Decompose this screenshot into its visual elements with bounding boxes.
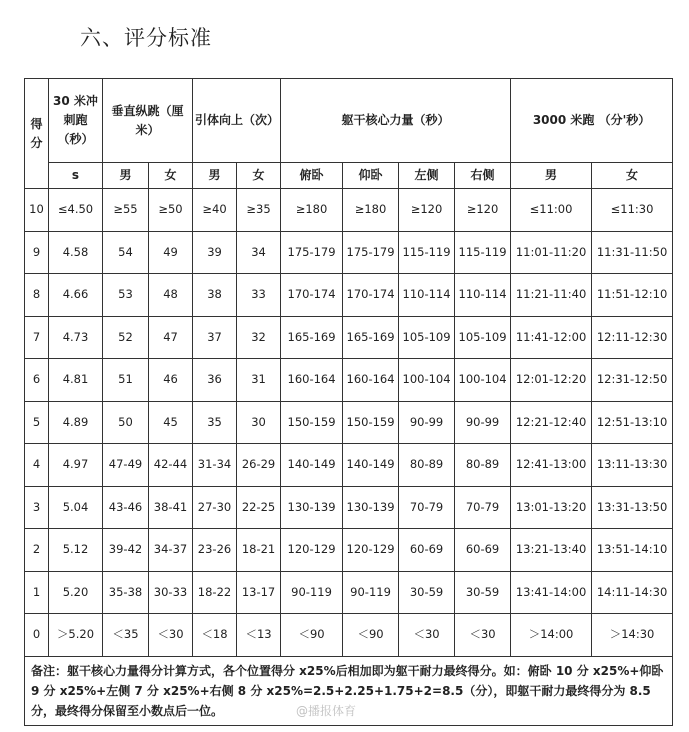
scoring-table-body — [25, 189, 673, 657]
header-core-prone: 俯卧 — [281, 163, 343, 189]
table-cell: ≥35 — [237, 189, 281, 232]
table-cell: 4.81 — [49, 359, 103, 402]
table-cell: 4.58 — [49, 231, 103, 274]
table-cell: 80-89 — [455, 444, 511, 487]
table-cell: 12:21-12:40 — [511, 401, 592, 444]
table-cell: 42-44 — [149, 444, 193, 487]
table-cell: ＞14:30 — [592, 614, 673, 657]
table-row — [25, 189, 673, 232]
score-cell: 1 — [25, 571, 49, 614]
table-cell: ＜90 — [343, 614, 399, 657]
table-row — [25, 359, 673, 402]
table-cell: ＜30 — [399, 614, 455, 657]
table-cell: 12:31-12:50 — [592, 359, 673, 402]
table-cell: 90-119 — [281, 571, 343, 614]
table-cell: 120-129 — [343, 529, 399, 572]
table-cell: 5.12 — [49, 529, 103, 572]
table-cell: ＜30 — [149, 614, 193, 657]
score-cell: 5 — [25, 401, 49, 444]
table-cell: 35-38 — [103, 571, 149, 614]
table-cell: 130-139 — [281, 486, 343, 529]
score-cell: 4 — [25, 444, 49, 487]
table-cell: 52 — [103, 316, 149, 359]
table-cell: 35 — [193, 401, 237, 444]
table-cell: ≥120 — [399, 189, 455, 232]
table-cell: 13:31-13:50 — [592, 486, 673, 529]
table-cell: 60-69 — [399, 529, 455, 572]
table-cell: 140-149 — [343, 444, 399, 487]
table-cell: ＞14:00 — [511, 614, 592, 657]
table-row — [25, 444, 673, 487]
table-cell: 11:41-12:00 — [511, 316, 592, 359]
table-row — [25, 571, 673, 614]
table-cell: 31-34 — [193, 444, 237, 487]
table-cell: 165-169 — [343, 316, 399, 359]
table-cell: ＞5.20 — [49, 614, 103, 657]
table-cell: 30-33 — [149, 571, 193, 614]
header-pullup: 引体向上（次） — [193, 79, 281, 163]
table-cell: 31 — [237, 359, 281, 402]
table-cell: 165-169 — [281, 316, 343, 359]
header-run-male: 男 — [511, 163, 592, 189]
table-cell: 12:51-13:10 — [592, 401, 673, 444]
table-cell: 37 — [193, 316, 237, 359]
table-cell: 34 — [237, 231, 281, 274]
table-cell: 120-129 — [281, 529, 343, 572]
score-cell: 6 — [25, 359, 49, 402]
table-cell: ≤11:00 — [511, 189, 592, 232]
table-cell: 49 — [149, 231, 193, 274]
score-cell: 8 — [25, 274, 49, 317]
table-cell: 90-99 — [455, 401, 511, 444]
table-cell: 5.20 — [49, 571, 103, 614]
table-cell: 51 — [103, 359, 149, 402]
header-run: 3000 米跑 （分'秒） — [511, 79, 673, 163]
table-cell: 46 — [149, 359, 193, 402]
table-cell: ≤11:30 — [592, 189, 673, 232]
table-cell: 39-42 — [103, 529, 149, 572]
header-run-female: 女 — [592, 163, 673, 189]
table-cell: 170-174 — [343, 274, 399, 317]
table-cell: 33 — [237, 274, 281, 317]
table-cell: 14:11-14:30 — [592, 571, 673, 614]
table-cell: 12:11-12:30 — [592, 316, 673, 359]
score-cell: 7 — [25, 316, 49, 359]
header-pullup-female: 女 — [237, 163, 281, 189]
table-cell: ≥180 — [343, 189, 399, 232]
header-jump-female: 女 — [149, 163, 193, 189]
table-cell: 115-119 — [399, 231, 455, 274]
table-cell: 11:31-11:50 — [592, 231, 673, 274]
table-cell: 22-25 — [237, 486, 281, 529]
table-row — [25, 529, 673, 572]
table-cell: 13:41-14:00 — [511, 571, 592, 614]
table-cell: ≥120 — [455, 189, 511, 232]
table-cell: 4.97 — [49, 444, 103, 487]
table-cell: 13-17 — [237, 571, 281, 614]
header-score: 得分 — [25, 79, 49, 189]
table-cell: 11:51-12:10 — [592, 274, 673, 317]
table-cell: 26-29 — [237, 444, 281, 487]
table-row — [25, 316, 673, 359]
table-cell: 140-149 — [281, 444, 343, 487]
table-cell: 13:51-14:10 — [592, 529, 673, 572]
score-cell: 10 — [25, 189, 49, 232]
score-cell: 3 — [25, 486, 49, 529]
table-cell: 34-37 — [149, 529, 193, 572]
table-cell: 150-159 — [281, 401, 343, 444]
table-cell: 160-164 — [281, 359, 343, 402]
table-cell: ≥55 — [103, 189, 149, 232]
table-cell: 30 — [237, 401, 281, 444]
table-cell: 130-139 — [343, 486, 399, 529]
table-row — [25, 486, 673, 529]
table-cell: 105-109 — [399, 316, 455, 359]
table-cell: 39 — [193, 231, 237, 274]
page-title: 六、评分标准 — [80, 26, 212, 50]
header-core-right: 右侧 — [455, 163, 511, 189]
table-row — [25, 614, 673, 657]
table-cell: 38 — [193, 274, 237, 317]
table-cell: 70-79 — [399, 486, 455, 529]
table-cell: 18-22 — [193, 571, 237, 614]
table-cell: 30-59 — [455, 571, 511, 614]
table-cell: 4.89 — [49, 401, 103, 444]
table-cell: 4.66 — [49, 274, 103, 317]
table-cell: ≤4.50 — [49, 189, 103, 232]
table-cell: 12:01-12:20 — [511, 359, 592, 402]
table-cell: 48 — [149, 274, 193, 317]
table-cell: ≥50 — [149, 189, 193, 232]
table-cell: 90-119 — [343, 571, 399, 614]
header-sprint: 30 米冲刺跑（秒） — [49, 79, 103, 163]
table-cell: ＜13 — [237, 614, 281, 657]
table-cell: ＜18 — [193, 614, 237, 657]
table-cell: 13:01-13:20 — [511, 486, 592, 529]
watermark: @播报体育 — [296, 704, 357, 718]
table-cell: 100-104 — [399, 359, 455, 402]
table-cell: 38-41 — [149, 486, 193, 529]
score-cell: 0 — [25, 614, 49, 657]
header-jump: 垂直纵跳（厘米） — [103, 79, 193, 163]
table-cell: 110-114 — [399, 274, 455, 317]
table-cell: 4.73 — [49, 316, 103, 359]
table-note: 备注：躯干核心力量得分计算方式，各个位置得分 x25%后相加即为躯干耐力最终得分。如：俯卧 10 分 x25%+仰卧 9 分 x25%+左侧 7 分 x25%+右侧 8 分 x25%=2.5+2.25+1.75+2=8.5（分），即躯干耐力最终得分为 8.5 分，最终得分保留至小数点后一位。 — [25, 656, 673, 725]
table-cell: 13:21-13:40 — [511, 529, 592, 572]
table-cell: 170-174 — [281, 274, 343, 317]
scoring-table — [24, 78, 673, 726]
table-cell: ＜35 — [103, 614, 149, 657]
header-core-supine: 仰卧 — [343, 163, 399, 189]
table-cell: 90-99 — [399, 401, 455, 444]
table-cell: 43-46 — [103, 486, 149, 529]
table-cell: 105-109 — [455, 316, 511, 359]
table-cell: 36 — [193, 359, 237, 402]
table-cell: 11:01-11:20 — [511, 231, 592, 274]
table-row — [25, 231, 673, 274]
table-cell: 80-89 — [399, 444, 455, 487]
table-cell: 32 — [237, 316, 281, 359]
table-row — [25, 401, 673, 444]
header-jump-male: 男 — [103, 163, 149, 189]
table-cell: ≥40 — [193, 189, 237, 232]
table-cell: 54 — [103, 231, 149, 274]
table-cell: 5.04 — [49, 486, 103, 529]
table-cell: 18-21 — [237, 529, 281, 572]
table-cell: 11:21-11:40 — [511, 274, 592, 317]
table-cell: 175-179 — [281, 231, 343, 274]
table-cell: 160-164 — [343, 359, 399, 402]
table-cell: ＜30 — [455, 614, 511, 657]
table-cell: ＜90 — [281, 614, 343, 657]
table-cell: 110-114 — [455, 274, 511, 317]
header-core: 躯干核心力量（秒） — [281, 79, 511, 163]
table-cell: 60-69 — [455, 529, 511, 572]
table-cell: 115-119 — [455, 231, 511, 274]
header-sprint-unit: s — [49, 163, 103, 189]
header-core-left: 左侧 — [399, 163, 455, 189]
table-cell: ≥180 — [281, 189, 343, 232]
table-cell: 23-26 — [193, 529, 237, 572]
header-pullup-male: 男 — [193, 163, 237, 189]
table-cell: 13:11-13:30 — [592, 444, 673, 487]
table-cell: 27-30 — [193, 486, 237, 529]
table-cell: 100-104 — [455, 359, 511, 402]
score-cell: 2 — [25, 529, 49, 572]
table-cell: 45 — [149, 401, 193, 444]
table-cell: 175-179 — [343, 231, 399, 274]
table-cell: 30-59 — [399, 571, 455, 614]
table-cell: 50 — [103, 401, 149, 444]
table-cell: 12:41-13:00 — [511, 444, 592, 487]
table-cell: 70-79 — [455, 486, 511, 529]
table-cell: 53 — [103, 274, 149, 317]
table-row — [25, 274, 673, 317]
table-cell: 150-159 — [343, 401, 399, 444]
score-cell: 9 — [25, 231, 49, 274]
table-cell: 47 — [149, 316, 193, 359]
table-cell: 47-49 — [103, 444, 149, 487]
